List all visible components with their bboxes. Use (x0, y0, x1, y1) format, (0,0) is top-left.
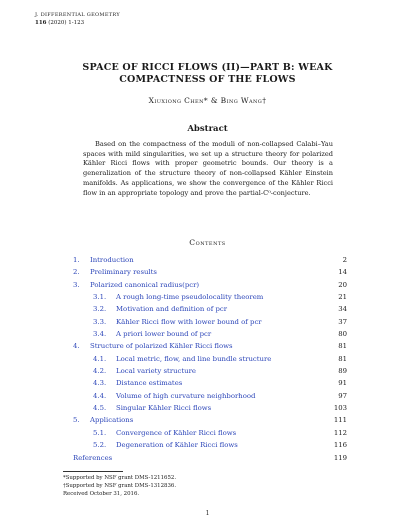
toc-entry-link[interactable]: Convergence of Kähler Ricci flows (116, 428, 237, 437)
toc-entry[interactable] (73, 390, 347, 402)
toc-entry-page: 97 (338, 391, 347, 400)
toc-entry[interactable] (73, 266, 347, 278)
toc-entry-page: 81 (338, 342, 347, 351)
toc-entry-number[interactable]: 4. (73, 342, 80, 351)
paper-title (40, 62, 375, 85)
received-date: Received October 31, 2016. (63, 491, 140, 498)
toc-entry-number[interactable]: 4.3. (93, 379, 107, 388)
toc-entry[interactable] (73, 279, 347, 291)
toc-entry[interactable] (73, 365, 347, 377)
toc-entry[interactable] (73, 316, 347, 328)
toc-entry-page: 91 (338, 379, 347, 388)
toc-entry-page: 116 (333, 441, 347, 450)
toc-entry[interactable] (73, 328, 347, 340)
toc-entry-page: 81 (338, 354, 347, 363)
toc-entry-link[interactable]: Motivation and definition of pcr (116, 305, 228, 314)
volume-number: 116 (35, 20, 47, 26)
toc-entry[interactable] (73, 377, 347, 389)
toc-entry-page: 37 (338, 317, 347, 326)
toc-entry-number[interactable]: 3.3. (93, 317, 107, 326)
toc-entry-number[interactable]: 5.1. (93, 428, 107, 437)
volume-years-pages: (2020) 1-123 (46, 20, 85, 26)
toc-entry[interactable] (73, 439, 347, 451)
toc-entry[interactable] (73, 353, 347, 365)
toc-entry-number[interactable]: 4.1. (93, 354, 107, 363)
toc-entry-number[interactable]: 4.2. (93, 367, 107, 376)
volume-info (35, 20, 84, 26)
toc-entry[interactable] (73, 414, 347, 426)
toc-entry-page: 89 (338, 367, 347, 376)
toc-entry-link[interactable]: Distance estimates (116, 379, 183, 388)
table-of-contents (73, 254, 347, 464)
footnote-2: †Supported by NSF grant DMS-1312836. (63, 483, 177, 490)
toc-entry[interactable] (73, 291, 347, 303)
toc-entry-number[interactable]: 4.4. (93, 391, 107, 400)
toc-entry-link[interactable]: Introduction (90, 256, 134, 264)
toc-entry-page: 21 (338, 293, 347, 302)
toc-entry-link[interactable]: References (73, 453, 113, 462)
toc-entry-number[interactable]: 3.4. (93, 330, 107, 339)
toc-entry-link[interactable]: Preliminary results (90, 268, 157, 277)
toc-entry-number[interactable]: 5.2. (93, 441, 107, 450)
toc-entry-page: 2 (342, 256, 347, 264)
abstract-text: Based on the compactness of the moduli of non-collapsed Calabi–Yau spaces with mild singularities, we set up a structure theory for polarized Kähler Ricci flows with proper geometric bounds. Our theory is a generalization of the structure theory of non-collapsed Kähler Einstein manifolds. As applications, we show the convergence of the Kähler Ricci flow in an appropriate topology and prove the partial-C⁰-conjecture. (83, 140, 333, 197)
toc-entry-link[interactable]: A priori lower bound of pcr (116, 330, 212, 339)
footnotes (63, 474, 176, 499)
abstract-heading: Abstract (187, 124, 228, 134)
toc-entry-link[interactable]: Local variety structure (116, 367, 196, 376)
title-line-1: SPACE OF RICCI FLOWS (II)—PART B: WEAK (82, 62, 333, 73)
toc-entry-link[interactable]: Local metric, flow, and line bundle structure (116, 354, 272, 363)
toc-entry[interactable] (73, 340, 347, 352)
toc-entry-number[interactable]: 4.5. (93, 404, 107, 413)
toc-entry-number[interactable]: 5. (73, 416, 80, 425)
toc-entry[interactable] (73, 303, 347, 315)
toc-entry-link[interactable]: Kähler Ricci flow with lower bound of pcr (116, 317, 262, 326)
toc-entry-link[interactable]: Degeneration of Kähler Ricci flows (116, 441, 238, 450)
toc-entry-page: 119 (333, 453, 347, 462)
toc-entry[interactable] (73, 402, 347, 414)
footnote-1: *Supported by NSF grant DMS-1211652. (63, 475, 177, 481)
toc-entry-page: 80 (338, 330, 347, 339)
toc-entry-number[interactable]: 3. (73, 280, 80, 289)
toc-entry-link[interactable]: Polarized canonical radius(pcr) (90, 280, 200, 289)
toc-entry-number[interactable]: 3.2. (93, 305, 107, 314)
toc-entry-number[interactable]: 2. (73, 268, 80, 277)
toc-entry-link[interactable]: Singular Kähler Ricci flows (116, 404, 212, 413)
toc-entry-link[interactable]: Structure of polarized Kähler Ricci flows (90, 342, 233, 351)
toc-entry-link[interactable]: A rough long-time pseudolocality theorem (116, 293, 264, 302)
toc-entry-number[interactable]: 3.1. (93, 293, 107, 302)
journal-name: J. DIFFERENTIAL GEOMETRY (35, 12, 120, 18)
toc-entry[interactable] (73, 254, 347, 266)
toc-entry-number[interactable]: 1. (73, 256, 80, 264)
footnote-rule (63, 471, 123, 472)
toc-entry-link[interactable]: Volume of high curvature neighborhood (116, 391, 256, 400)
toc-entry-page: 20 (338, 280, 347, 289)
contents-heading: Contents (189, 238, 226, 247)
toc-entry-page: 111 (333, 416, 347, 425)
title-line-2: COMPACTNESS OF THE FLOWS (119, 73, 296, 85)
toc-entry-page: 34 (338, 305, 347, 314)
toc-entry-page: 103 (333, 404, 347, 413)
authors: Xiuxiong Chen* & Bing Wang† (148, 96, 267, 105)
toc-entry[interactable] (73, 427, 347, 439)
page-number: 1 (205, 510, 210, 517)
toc-entry-page: 14 (338, 268, 347, 277)
toc-entry-page: 112 (333, 428, 347, 437)
toc-entry[interactable] (73, 452, 347, 464)
toc-entry-link[interactable]: Applications (90, 416, 134, 425)
